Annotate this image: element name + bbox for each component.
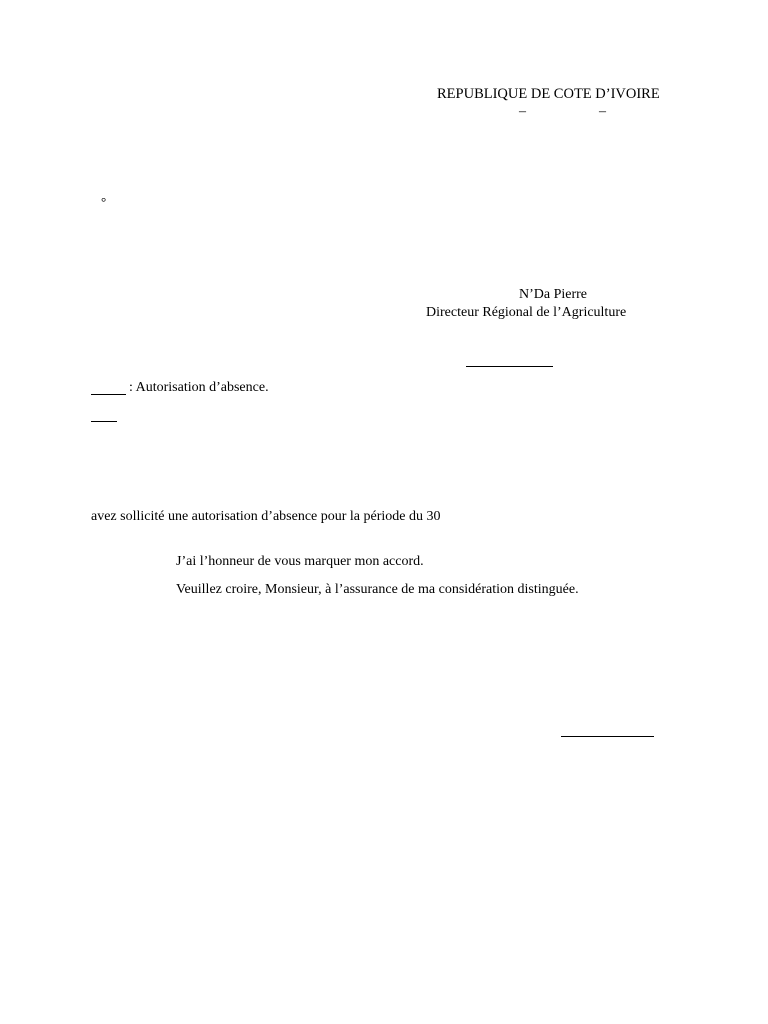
subject-label-blank — [91, 394, 126, 395]
recipient-underline — [466, 366, 553, 367]
recipient-name: N’Da Pierre — [519, 287, 588, 302]
body-paragraph-3: Veuillez croire, Monsieur, à l’assurance de ma considération distinguée. — [176, 582, 579, 597]
republic-header: REPUBLIQUE DE COTE D’IVOIRE — [437, 86, 660, 102]
reference-label-blank — [91, 421, 117, 422]
subject-text: : Autorisation d’absence. — [129, 380, 269, 395]
reference-degree-mark: ° — [101, 194, 107, 209]
body-paragraph-2: J’ai l’honneur de vous marquer mon accord. — [176, 554, 424, 569]
header-dash-right: – — [599, 104, 606, 119]
signature-line — [561, 736, 654, 737]
recipient-title: Directeur Régional de l’Agriculture — [426, 305, 627, 320]
header-dash-left: – — [519, 104, 526, 119]
body-paragraph-1: avez sollicité une autorisation d’absence pour la période du 30 — [91, 509, 441, 524]
